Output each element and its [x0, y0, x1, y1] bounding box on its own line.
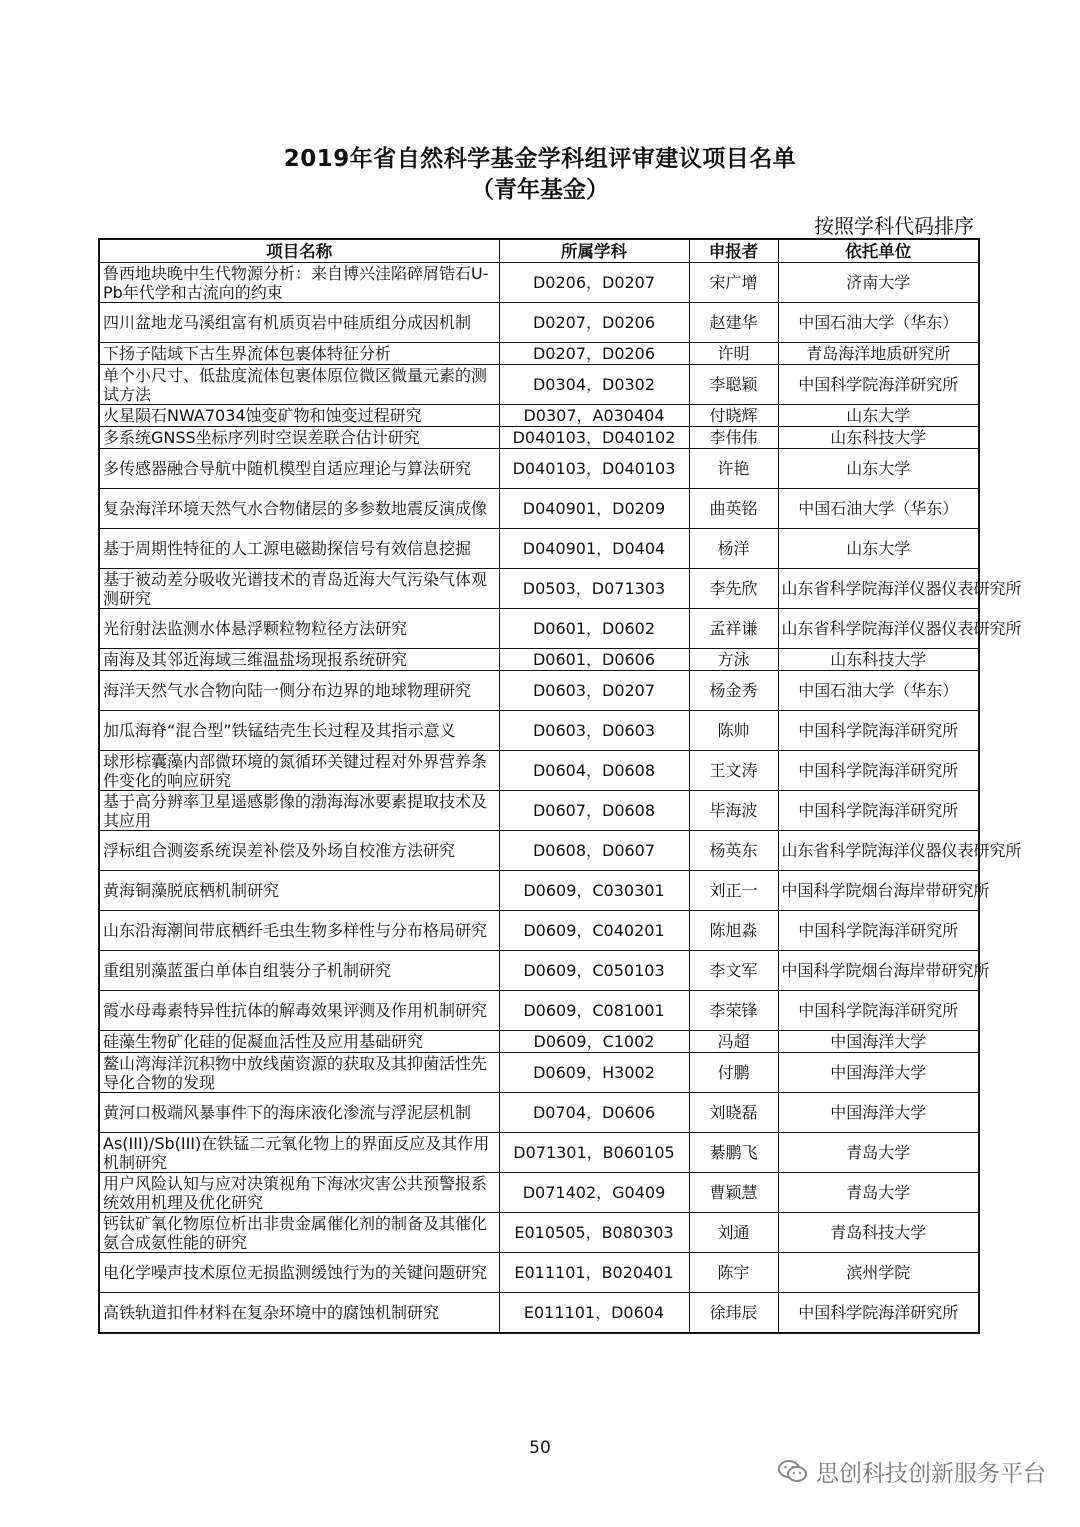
- project-name-cell: 球形棕囊藻内部微环境的氮循环关键过程对外界营养条件变化的响应研究: [99, 751, 499, 791]
- project-name-cell: 多传感器融合导航中随机模型自适应理论与算法研究: [99, 449, 499, 489]
- host-unit-cell: 中国科学院海洋研究所: [778, 751, 979, 791]
- table-row: [99, 365, 979, 405]
- discipline-code-cell: D0603，D0603: [499, 711, 689, 751]
- table-row: [99, 343, 979, 365]
- discipline-code-cell: D0304，D0302: [499, 365, 689, 405]
- table-row: [99, 991, 979, 1031]
- applicant-cell: 孟祥谦: [689, 609, 778, 649]
- discipline-code-cell: D0604，D0608: [499, 751, 689, 791]
- table-row: [99, 529, 979, 569]
- header-project-name: 项目名称: [99, 239, 499, 263]
- table-row: [99, 1213, 979, 1253]
- applicant-cell: 綦鹏飞: [689, 1133, 778, 1173]
- applicant-cell: 李伟伟: [689, 427, 778, 449]
- host-unit-cell: 中国海洋大学: [778, 1093, 979, 1133]
- table-row: [99, 791, 979, 831]
- discipline-code-cell: D0603，D0207: [499, 671, 689, 711]
- applicant-cell: 李聪颖: [689, 365, 778, 405]
- table-row: [99, 489, 979, 529]
- table-row: [99, 711, 979, 751]
- applicant-cell: 赵建华: [689, 303, 778, 343]
- host-unit-cell: 中国石油大学（华东）: [778, 303, 979, 343]
- discipline-code-cell: D040103，D040102: [499, 427, 689, 449]
- applicant-cell: 曲英铭: [689, 489, 778, 529]
- discipline-code-cell: D0503，D071303: [499, 569, 689, 609]
- applicant-cell: 曹颖慧: [689, 1173, 778, 1213]
- applicant-cell: 刘晓磊: [689, 1093, 778, 1133]
- project-name-cell: 鲁西地块晚中生代物源分析：来自博兴洼陷碎屑锆石U-Pb年代学和古流向的约束: [99, 263, 499, 303]
- host-unit-cell: 中国石油大学（华东）: [778, 489, 979, 529]
- host-unit-cell: 青岛科技大学: [778, 1213, 979, 1253]
- page-number: 50: [529, 1438, 551, 1458]
- project-name-cell: 硅藻生物矿化硅的促凝血活性及应用基础研究: [99, 1031, 499, 1053]
- discipline-code-cell: D0609，H3002: [499, 1053, 689, 1093]
- applicant-cell: 刘正一: [689, 871, 778, 911]
- discipline-code-cell: D0608，D0607: [499, 831, 689, 871]
- table-row: [99, 1053, 979, 1093]
- project-name-cell: 高铁轨道扣件材料在复杂环境中的腐蚀机制研究: [99, 1293, 499, 1333]
- project-name-cell: 用户风险认知与应对决策视角下海冰灾害公共预警报系统效用机理及优化研究: [99, 1173, 499, 1213]
- table-row: [99, 263, 979, 303]
- host-unit-cell: 中国科学院烟台海岸带研究所: [778, 871, 979, 911]
- host-unit-cell: 中国石油大学（华东）: [778, 671, 979, 711]
- host-unit-cell: 济南大学: [778, 263, 979, 303]
- project-table: [98, 238, 1022, 1334]
- discipline-code-cell: E011101，D0604: [499, 1293, 689, 1333]
- host-unit-cell: 中国科学院海洋研究所: [778, 791, 979, 831]
- project-name-cell: 浮标组合测姿系统误差补偿及外场自校准方法研究: [99, 831, 499, 871]
- applicant-cell: 付晓辉: [689, 405, 778, 427]
- applicant-cell: 王文涛: [689, 751, 778, 791]
- discipline-code-cell: D040901，D0209: [499, 489, 689, 529]
- discipline-code-cell: D0307，A030404: [499, 405, 689, 427]
- applicant-cell: 李荣锋: [689, 991, 778, 1031]
- applicant-cell: 刘通: [689, 1213, 778, 1253]
- table-row: [99, 405, 979, 427]
- table-row: [99, 751, 979, 791]
- table-row: [99, 303, 979, 343]
- host-unit-cell: 青岛海洋地质研究所: [778, 343, 979, 365]
- discipline-code-cell: E010505，B080303: [499, 1213, 689, 1253]
- applicant-cell: 付鹏: [689, 1053, 778, 1093]
- host-unit-cell: 山东科技大学: [778, 427, 979, 449]
- host-unit-cell: 中国科学院海洋研究所: [778, 991, 979, 1031]
- host-unit-cell: 中国海洋大学: [778, 1031, 979, 1053]
- project-name-cell: 单个小尺寸、低盐度流体包裹体原位微区微量元素的测试方法: [99, 365, 499, 405]
- host-unit-cell: 山东大学: [778, 405, 979, 427]
- host-unit-cell: 山东省科学院海洋仪器仪表研究所: [778, 609, 979, 649]
- host-unit-cell: 中国科学院海洋研究所: [778, 1293, 979, 1333]
- project-name-cell: 加瓜海脊“混合型”铁锰结壳生长过程及其指示意义: [99, 711, 499, 751]
- table-row: [99, 1293, 979, 1333]
- host-unit-cell: 山东科技大学: [778, 649, 979, 671]
- table-header-row: [99, 239, 979, 263]
- discipline-code-cell: D040103，D040103: [499, 449, 689, 489]
- applicant-cell: 李文军: [689, 951, 778, 991]
- table-row: [99, 1133, 979, 1173]
- applicant-cell: 毕海波: [689, 791, 778, 831]
- table-row: [99, 871, 979, 911]
- discipline-code-cell: D0609，C1002: [499, 1031, 689, 1053]
- discipline-code-cell: D0609，C050103: [499, 951, 689, 991]
- table-row: [99, 609, 979, 649]
- table-row: [99, 569, 979, 609]
- header-host-unit: 依托单位: [778, 239, 979, 263]
- project-name-cell: 基于高分辨率卫星遥感影像的渤海海冰要素提取技术及其应用: [99, 791, 499, 831]
- applicant-cell: 杨英东: [689, 831, 778, 871]
- discipline-code-cell: D0601，D0606: [499, 649, 689, 671]
- applicant-cell: 杨洋: [689, 529, 778, 569]
- table-row: [99, 911, 979, 951]
- table-row: [99, 951, 979, 991]
- host-unit-cell: 山东省科学院海洋仪器仪表研究所: [778, 569, 979, 609]
- table-row: [99, 449, 979, 489]
- project-name-cell: 钙钛矿氧化物原位析出非贵金属催化剂的制备及其催化氨合成氨性能的研究: [99, 1213, 499, 1253]
- project-name-cell: As(III)/Sb(III)在铁锰二元氧化物上的界面反应及其作用机制研究: [99, 1133, 499, 1173]
- applicant-cell: 许明: [689, 343, 778, 365]
- discipline-code-cell: D0206，D0207: [499, 263, 689, 303]
- project-name-cell: 海洋天然气水合物向陆一侧分布边界的地球物理研究: [99, 671, 499, 711]
- document-subtitle: （青年基金）: [471, 177, 609, 203]
- discipline-code-cell: D0207，D0206: [499, 343, 689, 365]
- project-name-cell: 霞水母毒素特异性抗体的解毒效果评测及作用机制研究: [99, 991, 499, 1031]
- project-name-cell: 多系统GNSS坐标序列时空误差联合估计研究: [99, 427, 499, 449]
- table-row: [99, 427, 979, 449]
- project-name-cell: 黄海铜藻脱底栖机制研究: [99, 871, 499, 911]
- applicant-cell: 许艳: [689, 449, 778, 489]
- host-unit-cell: 滨州学院: [778, 1253, 979, 1293]
- discipline-code-cell: D0704，D0606: [499, 1093, 689, 1133]
- discipline-code-cell: D0607，D0608: [499, 791, 689, 831]
- applicant-cell: 李先欣: [689, 569, 778, 609]
- discipline-code-cell: D040901，D0404: [499, 529, 689, 569]
- host-unit-cell: 山东大学: [778, 529, 979, 569]
- watermark-text: 思创科技创新服务平台: [816, 1461, 1046, 1487]
- applicant-cell: 宋广增: [689, 263, 778, 303]
- applicant-cell: 方泳: [689, 649, 778, 671]
- project-name-cell: 山东沿海潮间带底栖纤毛虫生物多样性与分布格局研究: [99, 911, 499, 951]
- project-name-cell: 复杂海洋环境天然气水合物储层的多参数地震反演成像: [99, 489, 499, 529]
- sort-note: 按照学科代码排序: [814, 214, 974, 238]
- discipline-code-cell: D0609，C030301: [499, 871, 689, 911]
- applicant-cell: 杨金秀: [689, 671, 778, 711]
- table-row: [99, 831, 979, 871]
- host-unit-cell: 中国科学院烟台海岸带研究所: [778, 951, 979, 991]
- watermark: [778, 1455, 1046, 1488]
- header-discipline: 所属学科: [499, 239, 689, 263]
- project-name-cell: 南海及其邻近海域三维温盐场现报系统研究: [99, 649, 499, 671]
- applicant-cell: 陈旭淼: [689, 911, 778, 951]
- header-applicant: 申报者: [689, 239, 778, 263]
- project-name-cell: 火星陨石NWA7034蚀变矿物和蚀变过程研究: [99, 405, 499, 427]
- table-row: [99, 1173, 979, 1213]
- host-unit-cell: 中国海洋大学: [778, 1053, 979, 1093]
- discipline-code-cell: D071301，B060105: [499, 1133, 689, 1173]
- project-name-cell: 四川盆地龙马溪组富有机质页岩中硅质组分成因机制: [99, 303, 499, 343]
- applicant-cell: 冯超: [689, 1031, 778, 1053]
- discipline-code-cell: D071402，G0409: [499, 1173, 689, 1213]
- project-name-cell: 鳌山湾海洋沉积物中放线菌资源的获取及其抑菌活性先导化合物的发现: [99, 1053, 499, 1093]
- applicant-cell: 徐玮辰: [689, 1293, 778, 1333]
- table-row: [99, 649, 979, 671]
- project-name-cell: 下扬子陆域下古生界流体包裹体特征分析: [99, 343, 499, 365]
- discipline-code-cell: D0207，D0206: [499, 303, 689, 343]
- host-unit-cell: 中国科学院海洋研究所: [778, 711, 979, 751]
- applicant-cell: 陈宇: [689, 1253, 778, 1293]
- host-unit-cell: 青岛大学: [778, 1173, 979, 1213]
- discipline-code-cell: D0609，C040201: [499, 911, 689, 951]
- host-unit-cell: 山东大学: [778, 449, 979, 489]
- project-name-cell: 电化学噪声技术原位无损监测缓蚀行为的关键问题研究: [99, 1253, 499, 1293]
- host-unit-cell: 山东省科学院海洋仪器仪表研究所: [778, 831, 979, 871]
- document-title: 2019年省自然科学基金学科组评审建议项目名单: [283, 146, 797, 172]
- discipline-code-cell: D0609，C081001: [499, 991, 689, 1031]
- host-unit-cell: 中国科学院海洋研究所: [778, 365, 979, 405]
- project-name-cell: 光衍射法监测水体悬浮颗粒物粒径方法研究: [99, 609, 499, 649]
- table-row: [99, 1253, 979, 1293]
- project-name-cell: 重组别藻蓝蛋白单体自组装分子机制研究: [99, 951, 499, 991]
- discipline-code-cell: E011101，B020401: [499, 1253, 689, 1293]
- applicant-cell: 陈帅: [689, 711, 778, 751]
- host-unit-cell: 青岛大学: [778, 1133, 979, 1173]
- project-name-cell: 基于被动差分吸收光谱技术的青岛近海大气污染气体观测研究: [99, 569, 499, 609]
- table-row: [99, 1093, 979, 1133]
- table-row: [99, 1031, 979, 1053]
- host-unit-cell: 中国科学院海洋研究所: [778, 911, 979, 951]
- wechat-icon: [778, 1459, 808, 1485]
- discipline-code-cell: D0601，D0602: [499, 609, 689, 649]
- project-name-cell: 黄河口极端风暴事件下的海床液化渗流与浮泥层机制: [99, 1093, 499, 1133]
- project-name-cell: 基于周期性特征的人工源电磁勘探信号有效信息挖掘: [99, 529, 499, 569]
- table-row: [99, 671, 979, 711]
